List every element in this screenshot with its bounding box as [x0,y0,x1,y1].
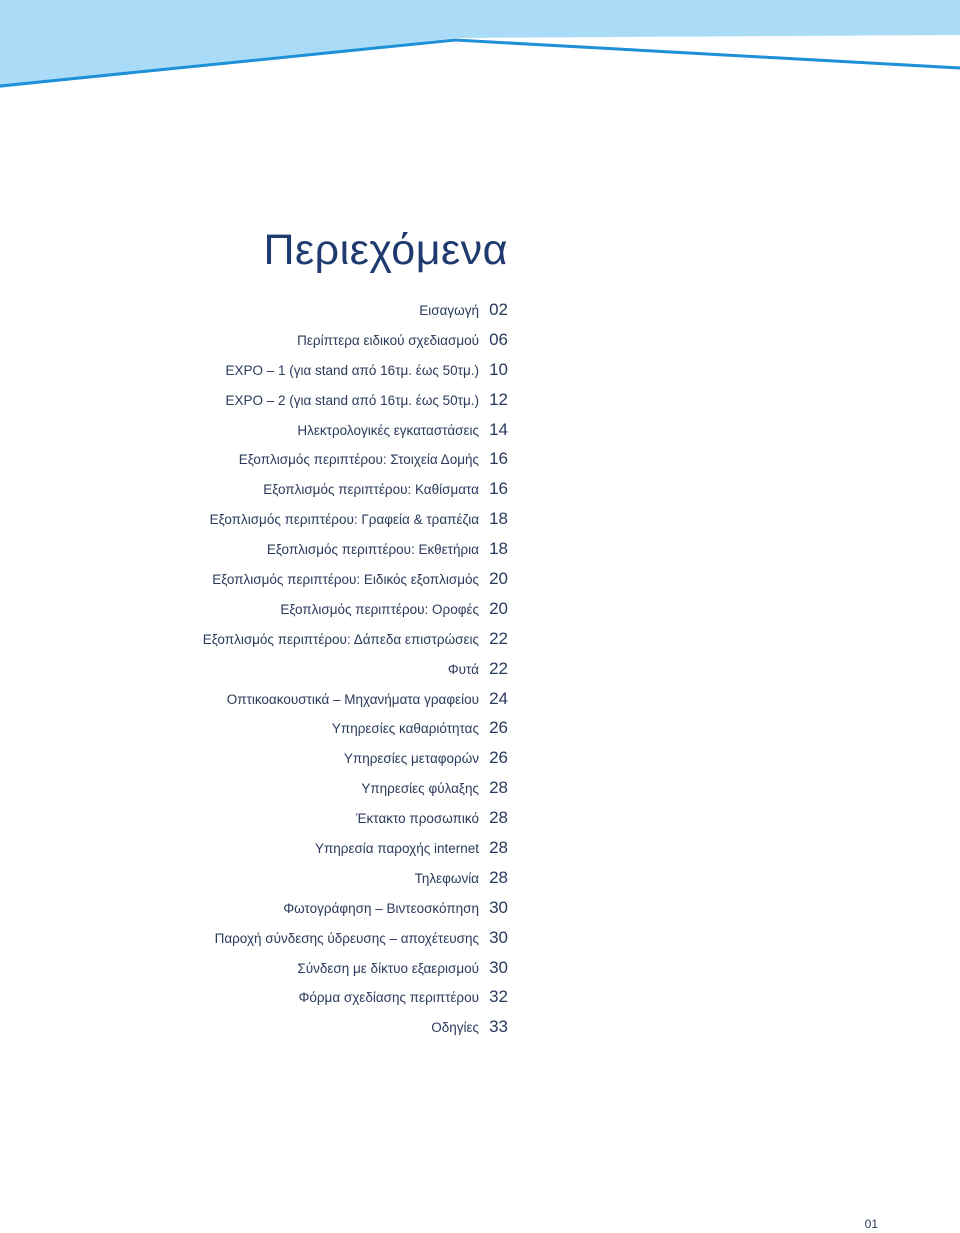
toc-entry-page: 32 [489,987,508,1007]
toc-entry[interactable] [203,659,508,689]
toc-entry-page: 22 [489,628,508,648]
toc-entry-label: Εξοπλισμός περιπτέρου: Δάπεδα επιστρώσεις [202,631,479,647]
toc-entry[interactable] [203,928,508,958]
toc-entry[interactable] [203,479,508,509]
toc-entry-label: Σύνδεση με δίκτυο εξαερισμού [297,960,479,976]
toc-entry-label: Υπηρεσία παροχής internet [314,841,479,857]
toc-entry[interactable] [203,420,508,450]
toc-entry-page: 24 [489,688,508,708]
toc-entry-page: 28 [489,867,508,887]
toc-entry-page: 30 [489,957,508,977]
toc-entry-page: 12 [489,389,508,409]
toc-entry-label: Περίπτερα ειδικού σχεδιασμού [297,332,479,348]
toc-entry-page: 28 [489,838,508,858]
toc-entry-page: 18 [489,509,508,529]
toc-entry[interactable] [203,748,508,778]
toc-entry-page: 28 [489,808,508,828]
toc-entry[interactable] [203,330,508,360]
toc-entry-label: Οδηγίες [431,1020,479,1036]
toc-entry-label: Φωτογράφηση – Βιντεοσκόπηση [283,900,479,916]
toc-entry-label: Υπηρεσίες καθαριότητας [331,721,479,737]
toc-entry[interactable] [203,898,508,928]
toc-entry-label: Οπτικοακουστικά – Μηχανήματα γραφείου [226,691,479,707]
toc-entry-label: Υπηρεσίες μεταφορών [343,751,479,767]
toc-entry[interactable] [203,689,508,719]
toc-entry[interactable] [203,449,508,479]
toc-entry-label: Εξοπλισμός περιπτέρου: Ειδικός εξοπλισμός [212,572,479,588]
toc-entry-page: 10 [489,359,508,379]
toc-entry[interactable] [203,838,508,868]
toc-entry-label: Εξοπλισμός περιπτέρου: Καθίσματα [263,482,479,498]
toc-entry[interactable] [203,718,508,748]
page-number: 01 [864,1217,878,1231]
toc-entry[interactable] [203,778,508,808]
header-wave-decoration [0,0,960,100]
toc-entry[interactable] [203,808,508,838]
toc-entry-label: Τηλεφωνία [414,870,479,886]
toc-entry-page: 28 [489,778,508,798]
toc-entry-label: Φόρμα σχεδίασης περιπτέρου [298,990,479,1006]
toc-entry[interactable] [203,360,508,390]
toc-entry[interactable] [203,509,508,539]
page-title: Περιεχόμενα [263,226,508,274]
table-of-contents [203,300,508,1047]
toc-entry-page: 26 [489,748,508,768]
toc-entry-page: 30 [489,927,508,947]
toc-entry-page: 16 [489,449,508,469]
header-wave-light [0,0,960,88]
toc-entry-label: Υπηρεσίες φύλαξης [361,781,479,797]
toc-entry-label: Ηλεκτρολογικές εγκαταστάσεις [297,422,479,438]
toc-entry-label: EXPO – 1 (για stand από 16τμ. έως 50τμ.) [225,362,479,378]
toc-entry[interactable] [203,390,508,420]
toc-entry[interactable] [203,868,508,898]
toc-entry-page: 16 [489,479,508,499]
toc-entry-label: Εξοπλισμός περιπτέρου: Γραφεία & τραπέζια [209,512,479,528]
toc-entry-page: 18 [489,539,508,559]
toc-entry-page: 06 [489,329,508,349]
toc-entry[interactable] [203,987,508,1017]
toc-entry-label: Εξοπλισμός περιπτέρου: Οροφές [280,601,479,617]
toc-entry-page: 33 [489,1017,508,1037]
toc-entry[interactable] [203,958,508,988]
toc-entry-page: 20 [489,569,508,589]
toc-entry-label: EXPO – 2 (για stand από 16τμ. έως 50τμ.) [225,392,479,408]
toc-entry[interactable] [203,569,508,599]
toc-entry-label: Εξοπλισμός περιπτέρου: Εκθετήρια [266,542,479,558]
toc-entry-page: 02 [489,300,508,319]
toc-entry-label: Εισαγωγή [419,303,479,318]
toc-entry[interactable] [203,599,508,629]
toc-entry[interactable] [203,539,508,569]
toc-entry-label: Εξοπλισμός περιπτέρου: Στοιχεία Δομής [238,452,479,468]
toc-entry-page: 14 [489,419,508,439]
toc-entry-label: Έκτακτο προσωπικό [355,811,479,827]
toc-entry[interactable] [203,300,508,330]
toc-entry-label: Φυτά [447,661,479,677]
toc-entry-page: 20 [489,598,508,618]
toc-entry-page: 22 [489,658,508,678]
toc-entry-label: Παροχή σύνδεσης ύδρευσης – αποχέτευσης [214,930,479,946]
toc-entry-page: 26 [489,718,508,738]
toc-entry[interactable] [203,1017,508,1047]
toc-entry-page: 30 [489,897,508,917]
toc-entry[interactable] [203,629,508,659]
